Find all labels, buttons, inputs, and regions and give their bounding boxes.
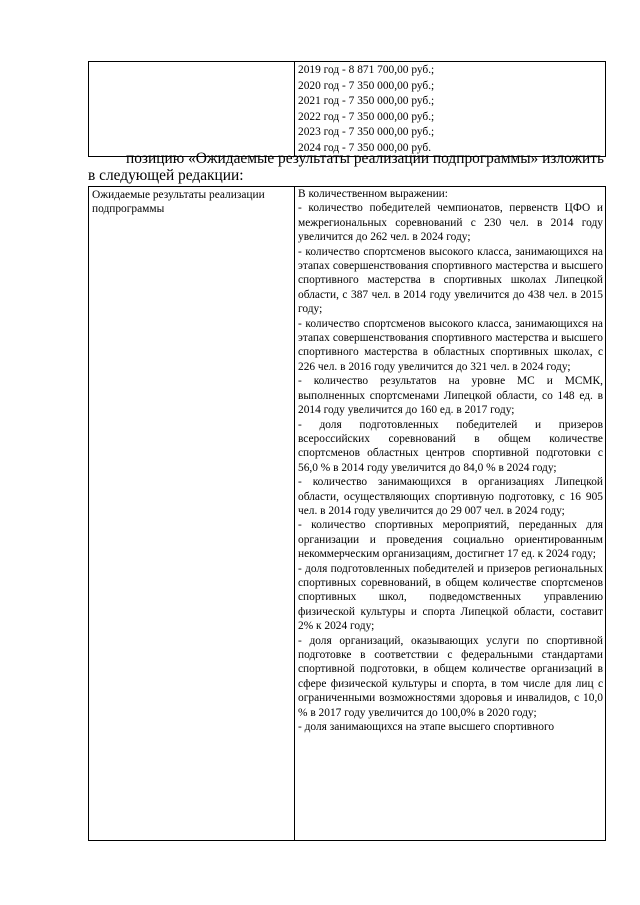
results-label-cell bbox=[89, 187, 295, 841]
amendment-paragraph bbox=[88, 150, 608, 184]
funding-year-item: 2020 год - 7 350 000,00 руб.; bbox=[298, 79, 435, 92]
funding-table bbox=[88, 61, 606, 157]
amendment-line-2: в следующей редакции: bbox=[88, 167, 244, 184]
result-item: - количество спортивных мероприятий, переданных для организации и проведения социально ориентированным некоммерческим организациям, достигнет 17 ед. к 2024 году; bbox=[298, 519, 603, 561]
result-item: - доля подготовленных победителей и призеров всероссийских соревнований в общем количестве спортсменов областных центров спортивной подготовки с 56,0 % в 2014 году увеличится до 84,0 % в 2024 году; bbox=[298, 418, 603, 474]
result-item: - количество результатов на уровне МС и МСМК, выполненных спортсменами Липецкой области, со 148 ед. в 2014 году увеличится до 160 ед. в 2017 году; bbox=[298, 375, 603, 417]
results-content-cell bbox=[295, 187, 606, 841]
results-heading: В количественном выражении: bbox=[298, 188, 448, 200]
amendment-line-1: позицию «Ожидаемые результаты реализации подпрограммы» изложить bbox=[126, 150, 604, 167]
funding-values-cell bbox=[295, 62, 606, 157]
results-content bbox=[295, 187, 605, 839]
results-label: Ожидаемые результаты реализации подпрограммы bbox=[92, 189, 265, 215]
results-table bbox=[88, 186, 606, 841]
result-item: - количество спортсменов высокого класса, занимающихся на этапах совершенствования спортивного мастерства и высшего спортивного мастерства в спортивных школах Липецкой области, с 387 чел. в 2014 году увеличится до 438 чел. в 2015 году; bbox=[298, 245, 603, 316]
funding-year-item: 2023 год - 7 350 000,00 руб.; bbox=[298, 126, 435, 138]
funding-year-item: 2019 год - 8 871 700,00 руб.; bbox=[298, 64, 435, 76]
funding-row bbox=[89, 62, 606, 157]
funding-year-item: 2024 год - 7 350 000,00 руб. bbox=[298, 141, 432, 154]
results-row bbox=[89, 187, 606, 841]
funding-label-cell bbox=[89, 62, 295, 157]
result-item: - доля организаций, оказывающих услуги по спортивной подготовке в соответствии с федеральными стандартами спортивной подготовки, в общем количестве организаций в сфере физической культуры и спорта, в том числе для лиц с ограниченными возможностями здоровья и инвалидов, с 10,0 % в 2017 году увеличится до 100,0% в 2020 году; bbox=[298, 634, 603, 719]
result-item: - количество победителей чемпионатов, первенств ЦФО и межрегиональных соревнований с 230 чел. в 2014 году увеличится до 262 чел. в 2024 году; bbox=[298, 202, 603, 244]
funding-year-item: 2022 год - 7 350 000,00 руб.; bbox=[298, 110, 435, 123]
result-item: - доля подготовленных победителей и призеров региональных спортивных соревнований, в общем количестве спортсменов спортивных школ, подведомственных управлению физической культуры и спорта Липецкой области, составит 2% к 2024 году; bbox=[298, 562, 603, 633]
result-item: - количество спортсменов высокого класса, занимающихся на этапах совершенствования спортивного мастерства и высшего спортивного мастерства в областных спортивных школах, с 226 чел. в 2016 году увеличится до 321 чел. в 2024 году; bbox=[298, 317, 603, 373]
funding-year-item: 2021 год - 7 350 000,00 руб.; bbox=[298, 95, 435, 107]
result-item: - количество занимающихся в организациях Липецкой области, осуществляющих спортивную подготовку, с 16 905 чел. в 2014 году увеличится до 29 007 чел. в 2024 году; bbox=[298, 476, 603, 517]
funding-list bbox=[295, 62, 605, 156]
result-item: - доля занимающихся на этапе высшего спортивного bbox=[298, 721, 555, 734]
